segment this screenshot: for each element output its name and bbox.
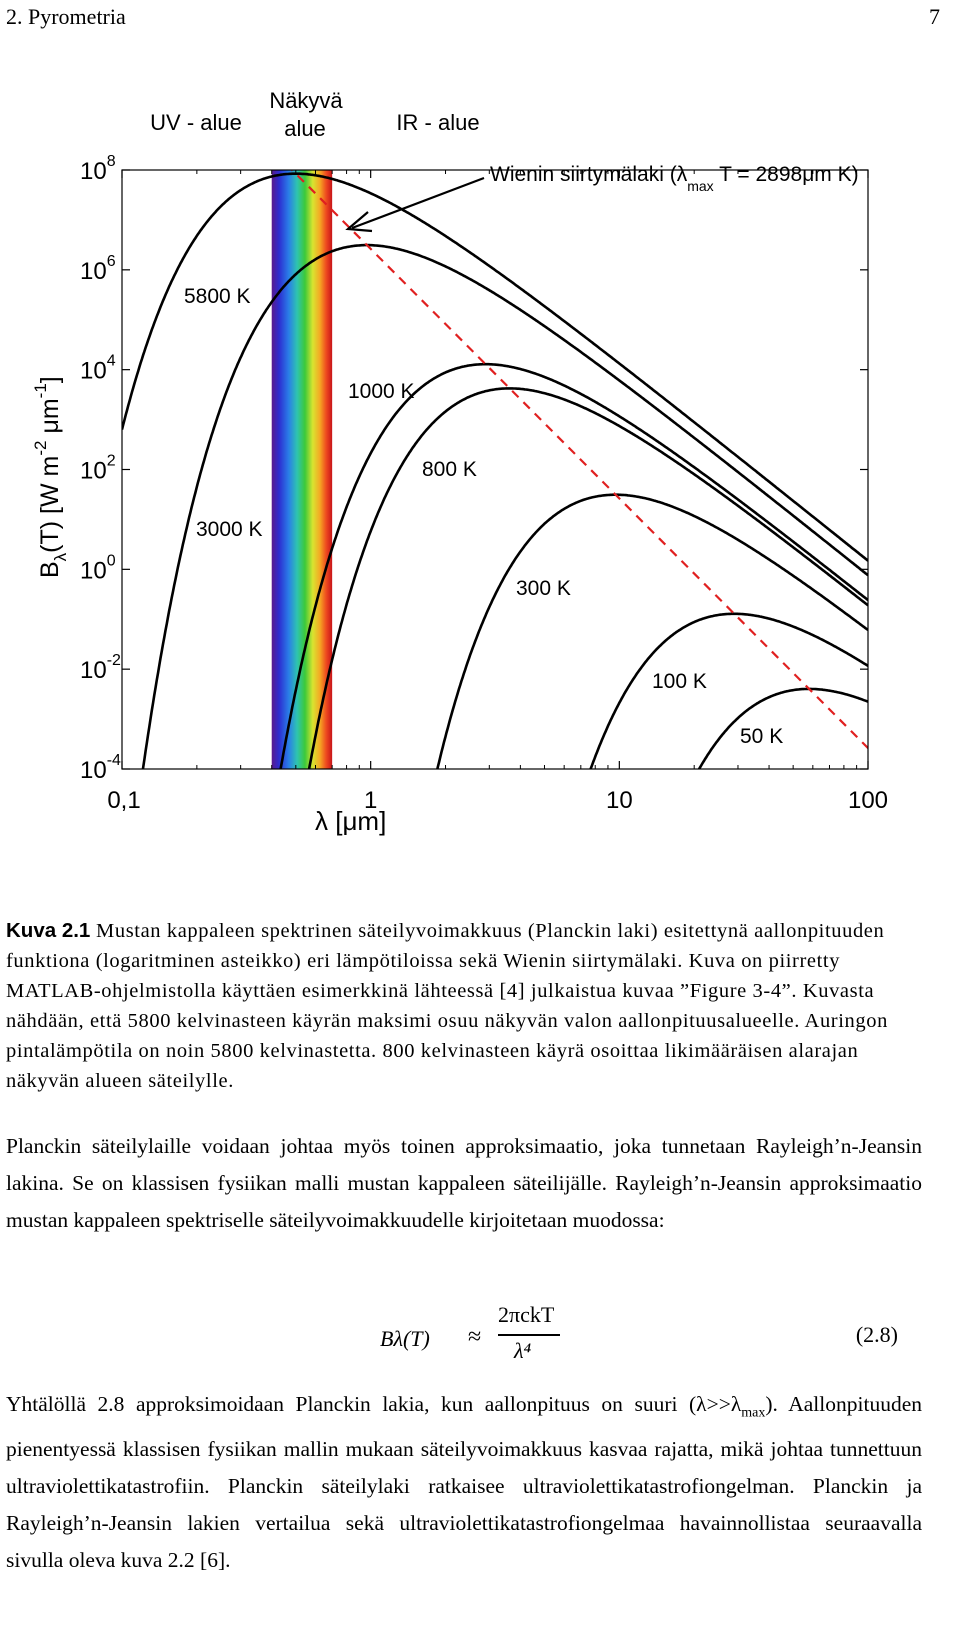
curve-label-300k: 300 K [516, 577, 571, 600]
y-tick-label: $10^4$ [80, 352, 116, 385]
equation-number: (2.8) [855, 1322, 898, 1347]
paragraph-rayleigh-jeans: Planckin säteilylaille voidaan johtaa myös toinen approksimaatio, joka tunnetaan Rayleigh’n-Jeansin lakina. Se on klassisen fysiikan malli mustan kappaleen säteilijälle. Rayleigh’n-Jeansin approksimaatio mustan kappaleen spektriselle säteilyvoimakkuudelle kirjoitetaan muodossa: [6, 1134, 922, 1232]
curve-label-800k: 800 K [422, 458, 477, 481]
para2-text-b: ). Aallonpituuden pienentyessä klassisen fysiikan mallin mukaan säteilyvoimakkuus kasvaa rajatta, mikä johtaa tunnettuun ultraviolettikatastrofiin. Planckin säteilylaki ratkaisee ultraviolettikatastrofiongelman. Planckin ja Rayleigh’n-Jeansin lakien vertailua sekä ultraviolettikatastrofiongelmaa havainnollistaa seuraavalla sivulla oleva kuva 2.2 [6]. [6, 1392, 922, 1573]
wien-arrow [352, 178, 484, 228]
curve-label-50k: 50 K [740, 725, 784, 748]
para2-subscript: max [741, 1405, 766, 1421]
visible-spectrum-band [272, 170, 332, 769]
y-tick-label: $10^2$ [80, 452, 116, 485]
equation-approx-sign: ≈ [468, 1324, 482, 1350]
y-tick-label: $10^{-4}$ [80, 752, 121, 784]
curve-300k [122, 495, 868, 829]
x-tick-label: 1 [363, 787, 378, 814]
y-tick-labels [80, 153, 121, 784]
x-tick-label: 100 [847, 787, 889, 814]
x-tick-labels [107, 787, 888, 814]
curve-800k [122, 388, 868, 829]
equation-lhs: Bλ(T) [380, 1326, 430, 1351]
curve-label-100k: 100 K [652, 670, 707, 693]
uv-region-label: UV - alue [150, 110, 242, 135]
fraction-bar [498, 1334, 560, 1336]
curve-label-3000k: 3000 K [196, 518, 263, 541]
wien-annotation: Wienin siirtymälaki ($\lambda_{max}$ T = 2898μm K) [490, 163, 859, 194]
y-tick-label: $10^6$ [80, 252, 116, 285]
visible-region-label-2: alue [284, 116, 326, 141]
x-axis-label: λ [μm] [315, 806, 387, 836]
caption-text: Mustan kappaleen spektrinen säteilyvoimakkuus (Planckin laki) esitettynä aallonpituuden funktiona (logaritminen asteikko) eri lämpötiloissa sekä Wienin siirtymälaki. Kuva on piirretty MATLAB-ohjelmistolla käyttäen esimerkkinä lähteessä [4] julkaistua kuvaa ”Figure 3-4”. Kuvasta nähdään, että 5800 kelvinasteen käyrän maksimi osuu näkyvän valon aallonpituusalueelle. Auringon pintalämpötila on noin 5800 kelvinastetta. 800 kelvinasteen käyrä osoittaa likimääräisen alarajan näkyvän alueen säteilylle. [6, 920, 888, 1092]
visible-region-label-1: Näkyvä [269, 88, 343, 113]
page-number: 7 [929, 4, 940, 29]
running-header-chapter: 2. Pyrometria [6, 4, 126, 29]
curve-label-5800k: 5800 K [184, 285, 251, 308]
equation-numerator: 2πckT [498, 1302, 555, 1327]
x-tick-label: 0,1 [107, 787, 141, 814]
curve-5800k [122, 174, 868, 561]
y-tick-label: $10^8$ [80, 153, 116, 185]
equation-denominator: λ⁴ [514, 1338, 532, 1363]
paragraph-uv-catastrophe [6, 1386, 922, 1579]
y-axis-label: $B_\lambda(T)$ [W $m^{-2}$ $\mu m^{-1}$] [31, 376, 70, 578]
x-tick-label: 10 [605, 787, 633, 814]
curve-label-1000k: 1000 K [348, 380, 415, 403]
equation-2-8 [380, 1302, 920, 1378]
caption-label: Kuva 2.1 [6, 919, 91, 942]
axis-ticks [122, 170, 868, 769]
plot-frame [122, 170, 868, 769]
ir-region-label: IR - alue [396, 110, 480, 135]
y-tick-label: $10^0$ [80, 552, 116, 585]
figure-caption [6, 916, 928, 1096]
para2-text-a: Yhtälöllä 2.8 approksimoidaan Planckin lakia, kun aallonpituus on suuri (λ>>λ [6, 1392, 742, 1416]
y-tick-label: $10^{-2}$ [80, 652, 121, 685]
